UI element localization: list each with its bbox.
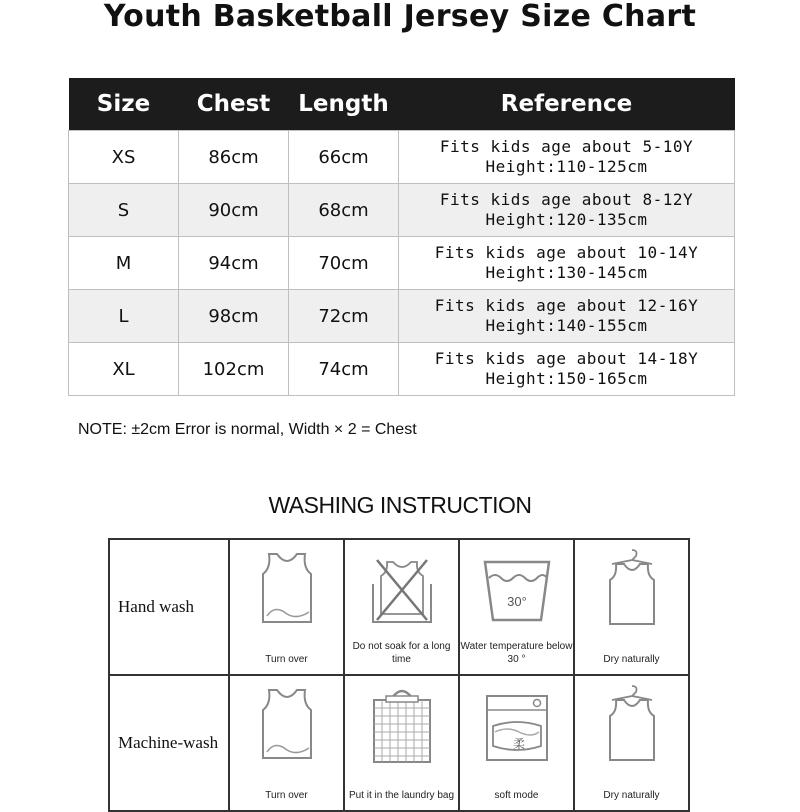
washing-instruction-title: WASHING INSTRUCTION [268,492,532,518]
tank-top-turn-over-icon [257,548,317,628]
reference-height: Height:110-125cm [485,157,648,176]
washing-step [574,675,689,811]
reference-cell [399,184,735,237]
chest-cell: 98cm [179,290,289,343]
chest-cell: 94cm [179,237,289,290]
washing-step [459,675,574,811]
reference-cell [399,343,735,396]
dry-naturally-icon [602,548,662,628]
washing-step-caption: Dry naturally [603,654,660,665]
washing-step [344,539,459,675]
reference-height: Height:120-135cm [485,210,648,229]
reference-height: Height:150-165cm [485,369,648,388]
size-cell: S [69,184,179,237]
length-cell: 66cm [289,131,399,184]
reference-cell [399,131,735,184]
length-cell: 72cm [289,290,399,343]
size-cell: L [69,290,179,343]
length-cell: 68cm [289,184,399,237]
reference-age: Fits kids age about 8-12Y [439,190,694,209]
size-note: NOTE: ±2cm Error is normal, Width × 2 = Chest [78,421,417,438]
washing-row-hand-wash [109,539,689,675]
reference-cell [399,237,735,290]
page-title: Youth Basketball Jersey Size Chart [103,0,697,34]
reference-age: Fits kids age about 5-10Y [439,137,694,156]
reference-height: Height:130-145cm [485,263,648,282]
laundry-bag-icon [366,684,438,764]
length-cell: 70cm [289,237,399,290]
no-soak-icon [367,548,437,628]
table-row [69,184,735,237]
washing-row-machine-wash [109,675,689,811]
washing-step-caption: Do not soak for a long time [352,641,451,665]
soft-mode-label: 柔 [512,737,525,751]
size-chart-header-row [69,78,735,131]
washing-step-caption: Put it in the laundry bag [348,790,455,801]
size-chart-table [68,78,735,396]
length-cell: 74cm [289,343,399,396]
reference-height: Height:140-155cm [485,316,648,335]
table-row [69,343,735,396]
chest-cell: 86cm [179,131,289,184]
washing-step [459,539,574,675]
table-row [69,131,735,184]
water-temperature-value: 30° [506,594,527,609]
washing-step-caption: Turn over [265,790,308,801]
reference-age: Fits kids age about 12-16Y [434,296,699,315]
washing-step [229,675,344,811]
header-length: Length [289,78,399,131]
washing-step-caption: Turn over [265,654,308,665]
size-cell: XL [69,343,179,396]
water-temperature-icon [481,548,553,628]
washing-step [344,675,459,811]
table-row [69,237,735,290]
washing-step [229,539,344,675]
washing-step [574,539,689,675]
reference-age: Fits kids age about 14-18Y [434,349,699,368]
washing-instruction-table [108,538,690,812]
washing-step-caption: Dry naturally [603,790,660,801]
washing-step-caption: soft mode [494,790,539,801]
washing-row-label: Hand wash [109,539,229,675]
dry-naturally-icon [602,684,662,764]
chest-cell: 90cm [179,184,289,237]
table-row [69,290,735,343]
tank-top-turn-over-icon [257,684,317,764]
size-cell: XS [69,131,179,184]
reference-age: Fits kids age about 10-14Y [434,243,699,262]
washing-row-label: Machine-wash [109,675,229,811]
header-chest: Chest [179,78,289,131]
reference-cell [399,290,735,343]
chest-cell: 102cm [179,343,289,396]
soft-mode-icon [481,684,553,764]
header-reference: Reference [399,78,735,131]
washing-step-caption: Water temperature below 30 ° [460,641,573,665]
size-cell: M [69,237,179,290]
header-size: Size [69,78,179,131]
